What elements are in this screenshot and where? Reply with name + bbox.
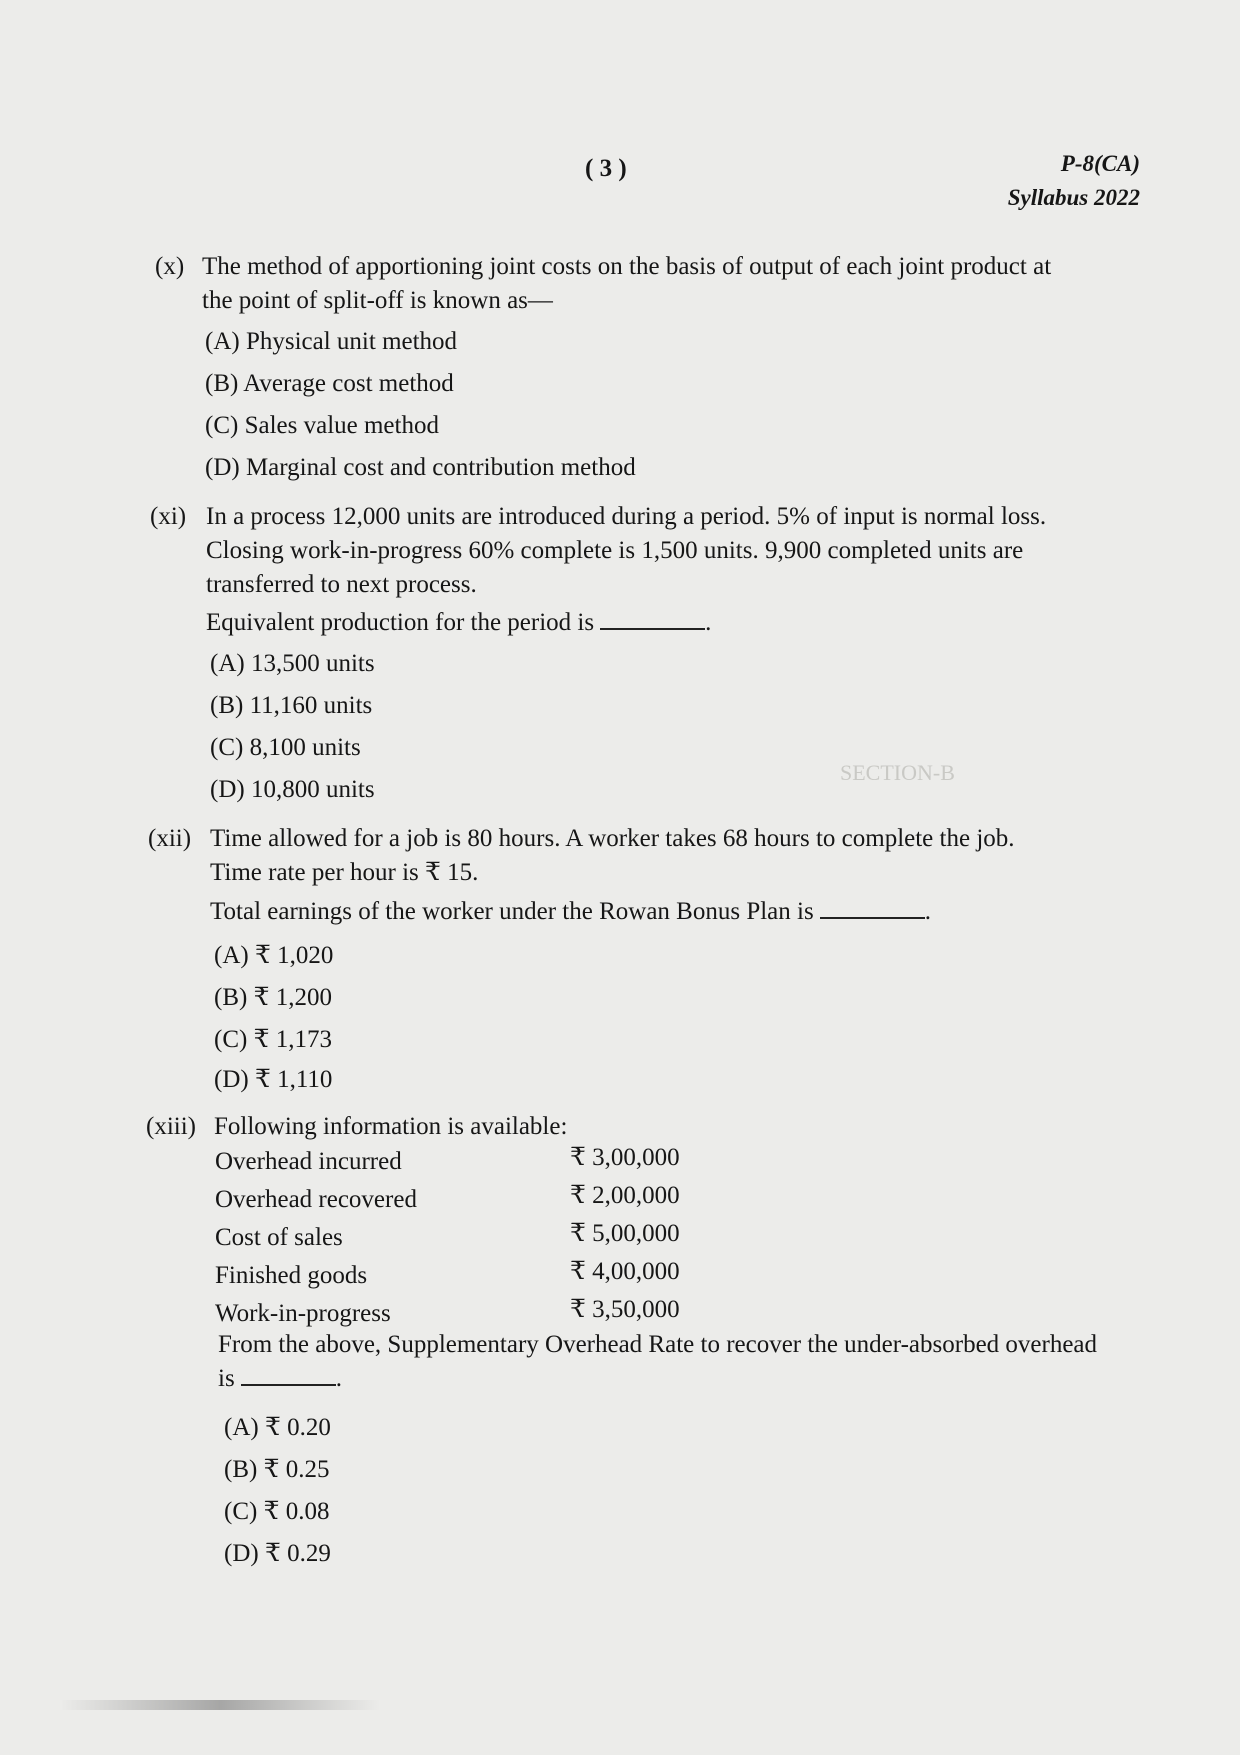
option-a: (A) ₹ 0.20 [224, 1414, 331, 1441]
question-xiii [146, 1110, 1146, 1144]
question-text: Time allowed for a job is 80 hours. A worker takes 68 hours to complete the job. [210, 825, 1015, 852]
info-label: Overhead recovered [215, 1186, 417, 1213]
question-xi-prompt: Equivalent production for the period is . [206, 609, 712, 636]
option-d: (D) ₹ 0.29 [224, 1540, 331, 1567]
page-number: ( 3 ) [585, 155, 627, 182]
question-text: the point of split-off is known as— [202, 287, 553, 314]
option-b: (B) 11,160 units [210, 692, 373, 719]
info-label: Overhead incurred [215, 1148, 402, 1175]
question-x [155, 250, 1155, 318]
question-number: (xi) [150, 503, 187, 530]
question-number: (x) [155, 253, 185, 280]
question-text: Time rate per hour is ₹ 15. [210, 859, 479, 886]
info-value: ₹ 2,00,000 [570, 1182, 680, 1209]
question-text: transferred to next process. [206, 571, 477, 598]
question-text: Total earnings of the worker under the Rowan Bonus Plan is [210, 898, 814, 925]
option-c: (C) ₹ 1,173 [214, 1026, 332, 1053]
info-label: Cost of sales [215, 1224, 343, 1251]
question-xii [148, 822, 1148, 890]
option-c: (C) 8,100 units [210, 734, 361, 761]
info-value: ₹ 3,00,000 [570, 1144, 680, 1171]
question-text: In a process 12,000 units are introduced during a period. 5% of input is normal loss. [206, 503, 1047, 530]
info-value: ₹ 5,00,000 [570, 1220, 680, 1247]
option-b: (B) ₹ 1,200 [214, 984, 332, 1011]
option-d: (D) 10,800 units [210, 776, 375, 803]
bleed-through-text: SECTION-B [840, 760, 955, 785]
answer-blank [600, 610, 705, 630]
question-xiii-prompt: From the above, Supplementary Overhead Rate to recover the under-absorbed overhead is . [218, 1331, 1098, 1392]
info-label: Finished goods [215, 1262, 368, 1289]
answer-blank [820, 899, 925, 919]
question-text: Closing work-in-progress 60% complete is 1,500 units. 9,900 completed units are [206, 537, 1024, 564]
header-right [1008, 147, 1140, 215]
option-b: (B) Average cost method [205, 370, 454, 397]
question-text: Equivalent production for the period is [206, 609, 595, 636]
option-a: (A) ₹ 1,020 [214, 942, 334, 969]
scan-smudge [60, 1700, 380, 1710]
question-xi [150, 500, 1150, 602]
question-text: The method of apportioning joint costs on the basis of output of each joint product at [202, 253, 1052, 280]
option-a: (A) Physical unit method [205, 328, 458, 355]
option-a: (A) 13,500 units [210, 650, 375, 677]
syllabus-label: Syllabus 2022 [1007, 185, 1140, 210]
question-text: is [218, 1365, 235, 1392]
option-d: (D) ₹ 1,110 [214, 1066, 333, 1093]
option-c: (C) ₹ 0.08 [224, 1498, 330, 1525]
question-xii-prompt: Total earnings of the worker under the Rowan Bonus Plan is . [210, 898, 931, 925]
question-text: Following information is available: [214, 1113, 568, 1140]
paper-code: P-8(CA) [1060, 151, 1140, 176]
question-text: From the above, Supplementary Overhead Rate to recover the under-absorbed overhead [218, 1331, 1098, 1358]
info-value: ₹ 4,00,000 [570, 1258, 680, 1285]
answer-blank [241, 1366, 336, 1386]
info-label: Work-in-progress [215, 1300, 391, 1327]
question-number: (xiii) [146, 1113, 196, 1140]
question-number: (xii) [148, 825, 192, 852]
info-value: ₹ 3,50,000 [570, 1296, 680, 1323]
option-c: (C) Sales value method [205, 412, 439, 439]
option-d: (D) Marginal cost and contribution method [205, 454, 636, 481]
option-b: (B) ₹ 0.25 [224, 1456, 330, 1483]
